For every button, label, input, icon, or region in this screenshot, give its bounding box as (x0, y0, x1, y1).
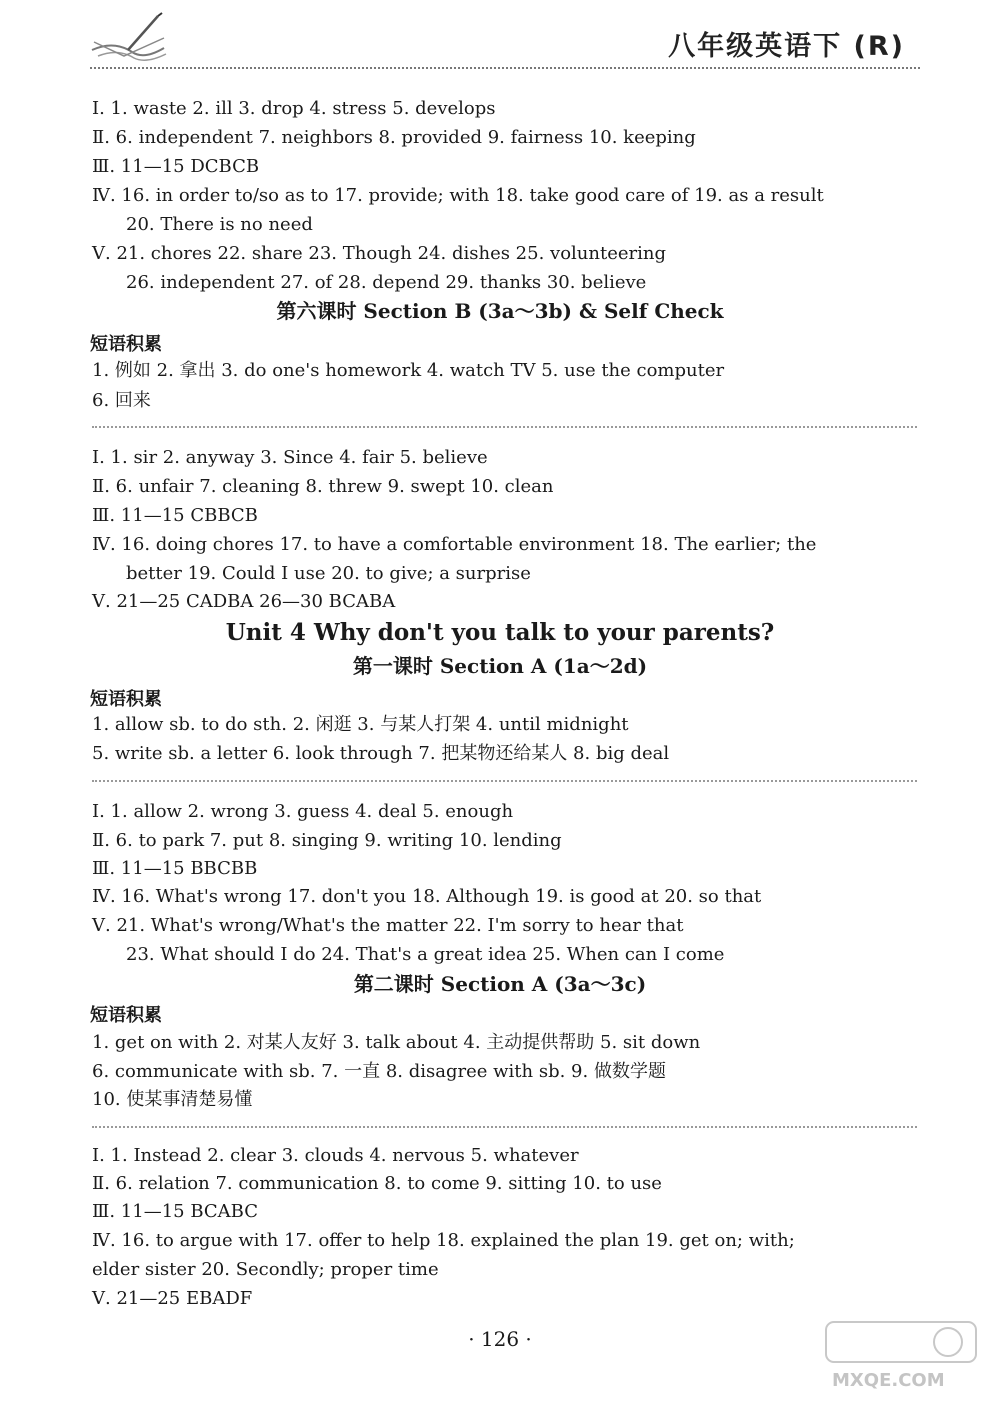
text-line: Ⅳ. 16. What's wrong 17. don't you 18. Although 19. is good at 20. so that (92, 886, 762, 907)
text-line: Ⅴ. 21. chores 22. share 23. Though 24. dishes 25. volunteering (92, 243, 666, 264)
text-line: 23. What should I do 24. That's a great idea 25. When can I come (126, 944, 725, 965)
text-line: 6. 回来 (92, 390, 151, 411)
dotted-separator (92, 426, 917, 428)
text-line: Ⅰ. 1. sir 2. anyway 3. Since 4. fair 5. believe (92, 447, 488, 468)
text-line: Ⅰ. 1. Instead 2. clear 3. clouds 4. nervous 5. whatever (92, 1145, 579, 1166)
watermark-logo-icon (818, 1318, 988, 1394)
text-line: elder sister 20. Secondly; proper time (92, 1259, 439, 1280)
page-number: · 126 · (468, 1327, 532, 1351)
lesson-heading: 第六课时 Section B (3a～3b) & Self Check (276, 299, 724, 323)
text-line: Ⅳ. 16. in order to/so as to 17. provide; with 18. take good care of 19. as a result (92, 185, 824, 206)
text-line: 6. communicate with sb. 7. 一直 8. disagree with sb. 9. 做数学题 (92, 1061, 666, 1082)
dotted-separator (92, 780, 917, 782)
text-line: 5. write sb. a letter 6. look through 7. 把某物还给某人 8. big deal (92, 743, 670, 764)
text-line: Ⅱ. 6. unfair 7. cleaning 8. threw 9. swept 10. clean (92, 476, 554, 497)
watermark-text: MXQE.COM (832, 1370, 945, 1391)
text-line: Ⅳ. 16. doing chores 17. to have a comfortable environment 18. The earlier; the (92, 534, 817, 555)
text-line: Ⅲ. 11—15 BCABC (92, 1201, 258, 1222)
text-line: Ⅲ. 11—15 CBBCB (92, 505, 258, 526)
text-line: Ⅰ. 1. waste 2. ill 3. drop 4. stress 5. develops (92, 98, 496, 119)
text-line: 1. get on with 2. 对某人友好 3. talk about 4. 主动提供帮助 5. sit down (92, 1032, 701, 1053)
text-line: Ⅱ. 6. independent 7. neighbors 8. provided 9. fairness 10. keeping (92, 127, 696, 148)
text-line: 1. 例如 2. 拿出 3. do one's homework 4. watch TV 5. use the computer (92, 360, 725, 381)
text-line: Ⅴ. 21—25 EBADF (92, 1288, 253, 1309)
text-line: Ⅲ. 11—15 BBCBB (92, 858, 258, 879)
text-line: 26. independent 27. of 28. depend 29. thanks 30. believe (126, 272, 647, 293)
text-line: Ⅰ. 1. allow 2. wrong 3. guess 4. deal 5. enough (92, 801, 514, 822)
text-line: 20. There is no need (126, 214, 313, 235)
text-line: Ⅲ. 11—15 DCBCB (92, 156, 260, 177)
dotted-separator (92, 1126, 917, 1128)
text-line: better 19. Could I use 20. to give; a surprise (126, 563, 531, 584)
header-title: 八年级英语下 (R) (668, 31, 905, 62)
phrase-section-label: 短语积累 (90, 334, 162, 355)
text-line: Ⅱ. 6. relation 7. communication 8. to come 9. sitting 10. to use (92, 1173, 662, 1194)
phrase-section-label: 短语积累 (90, 689, 162, 710)
unit-title: Unit 4 Why don't you talk to your parents? (225, 619, 775, 646)
text-line: Ⅳ. 16. to argue with 17. offer to help 18. explained the plan 19. get on; with; (92, 1230, 795, 1251)
text-line: Ⅱ. 6. to park 7. put 8. singing 9. writing 10. lending (92, 830, 562, 851)
text-line: Ⅴ. 21. What's wrong/What's the matter 22. I'm sorry to hear that (92, 915, 684, 936)
text-line: Ⅴ. 21—25 CADBA 26—30 BCABA (92, 591, 396, 612)
lesson-heading: 第一课时 Section A (1a～2d) (352, 654, 648, 678)
phrase-section-label: 短语积累 (90, 1005, 162, 1026)
text-line: 10. 使某事清楚易懂 (92, 1089, 253, 1110)
text-line: 1. allow sb. to do sth. 2. 闲逛 3. 与某人打架 4. until midnight (92, 714, 629, 735)
lesson-heading: 第二课时 Section A (3a～3c) (353, 972, 647, 996)
